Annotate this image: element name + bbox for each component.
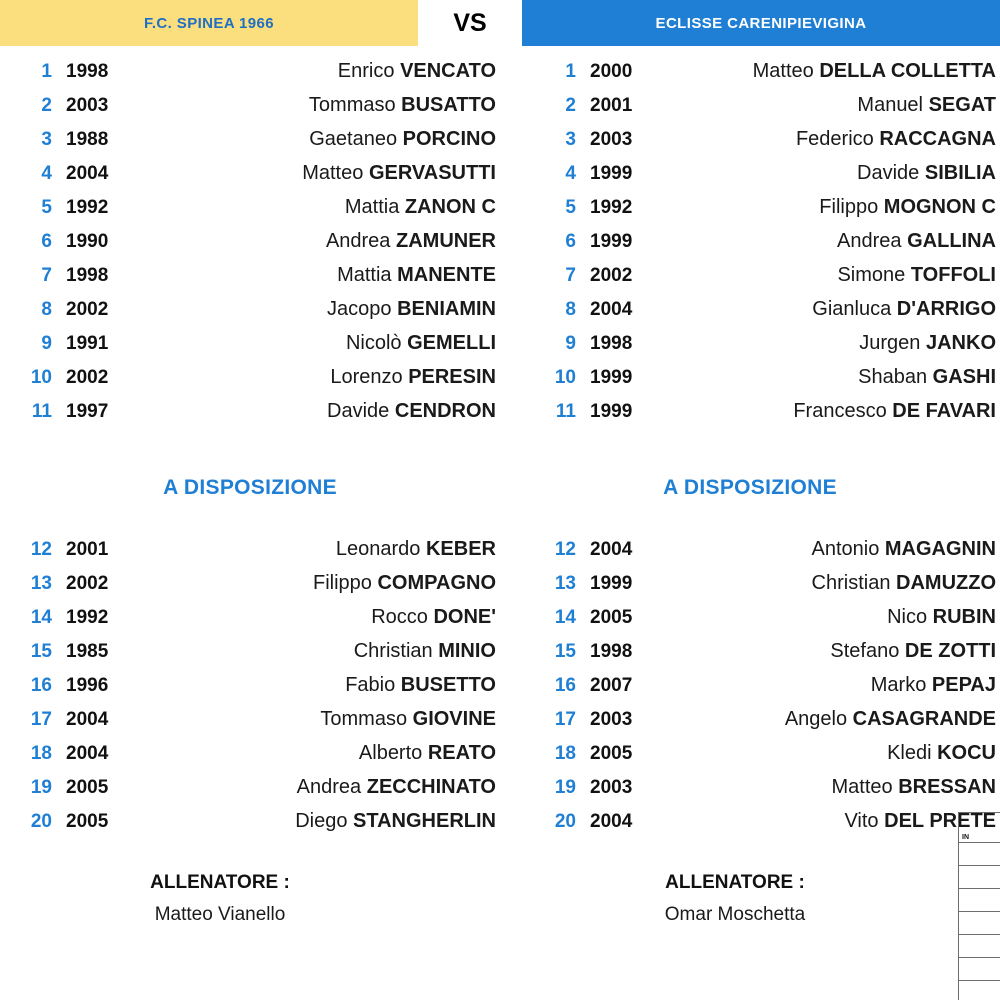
mini-table-row: [959, 981, 1000, 1000]
player-last-name: DE ZOTTI: [904, 640, 996, 662]
player-year: 2004: [590, 539, 633, 560]
player-year: 2002: [66, 573, 109, 594]
player-last-name: MINIO: [438, 640, 496, 662]
player-last-name: SIBILIA: [924, 162, 996, 184]
table-row: [0, 742, 500, 776]
player-last-name: COMPAGNO: [377, 572, 496, 594]
player-year: 1992: [66, 197, 109, 218]
player-last-name: RACCAGNA: [879, 128, 996, 150]
player-number: 8: [565, 299, 576, 320]
coach-label: ALLENATORE :: [665, 872, 805, 893]
player-first-name: Marko: [870, 674, 927, 696]
table-row: [500, 674, 1000, 708]
player-year: 1999: [590, 401, 633, 422]
player-first-name: Antonio: [811, 538, 880, 560]
player-name: [686, 742, 1000, 765]
player-last-name: TOFFOLI: [910, 264, 996, 286]
player-number: 15: [554, 641, 576, 662]
player-last-name: DELLA COLLETTA: [819, 60, 996, 82]
table-row: [0, 366, 500, 400]
player-number: 7: [41, 265, 52, 286]
away-coach-name: Omar Moschetta: [664, 904, 806, 925]
player-number: 13: [30, 573, 52, 594]
home-team-banner: [0, 0, 418, 46]
player-year: 2002: [66, 299, 109, 320]
player-last-name: STANGHERLIN: [353, 810, 496, 832]
player-last-name: KEBER: [425, 538, 496, 560]
player-name: [686, 128, 1000, 151]
table-row: [0, 60, 500, 94]
table-row: [0, 810, 500, 844]
player-name: [158, 94, 500, 117]
player-number: 7: [565, 265, 576, 286]
player-last-name: KOCU: [937, 742, 996, 764]
player-first-name: Jurgen: [859, 332, 921, 354]
player-number: 10: [554, 367, 576, 388]
player-first-name: Filippo: [313, 572, 372, 594]
player-name: [158, 606, 500, 629]
player-name: [686, 366, 1000, 389]
player-name: [686, 94, 1000, 117]
home-subs-list: [0, 538, 500, 844]
player-last-name: GALLINA: [907, 230, 996, 252]
table-row: [500, 810, 1000, 844]
player-last-name: GIOVINE: [412, 708, 496, 730]
player-name: [686, 640, 1000, 663]
player-number: 6: [565, 231, 576, 252]
player-first-name: Leonardo: [335, 538, 421, 560]
player-number: 10: [30, 367, 52, 388]
player-name: [158, 640, 500, 663]
table-row: [500, 94, 1000, 128]
player-number: 12: [554, 539, 576, 560]
player-year: 2001: [66, 539, 109, 560]
player-last-name: PERESIN: [408, 366, 496, 388]
player-name: [158, 572, 500, 595]
player-last-name: BUSETTO: [400, 674, 496, 696]
player-year: 2005: [66, 777, 109, 798]
player-number: 14: [554, 607, 576, 628]
player-year: 1988: [66, 129, 109, 150]
player-number: 20: [30, 811, 52, 832]
player-last-name: GERVASUTTI: [368, 162, 496, 184]
player-name: [158, 332, 500, 355]
player-year: 1990: [66, 231, 109, 252]
table-row: [500, 162, 1000, 196]
table-row: [0, 94, 500, 128]
player-name: [158, 128, 500, 151]
player-first-name: Mattia: [344, 196, 400, 218]
player-first-name: Federico: [795, 128, 874, 150]
player-name: [686, 196, 1000, 219]
player-first-name: Mattia: [337, 264, 392, 286]
player-year: 2004: [66, 709, 109, 730]
player-name: [686, 332, 1000, 355]
player-name: [686, 60, 1000, 83]
player-last-name: SEGAT: [928, 94, 996, 116]
player-name: [686, 162, 1000, 185]
player-year: 1999: [590, 163, 633, 184]
player-first-name: Angelo: [784, 708, 848, 730]
player-first-name: Simone: [837, 264, 906, 286]
player-last-name: RUBIN: [932, 606, 996, 628]
player-first-name: Lorenzo: [330, 366, 403, 388]
player-first-name: Gaetaneo: [309, 128, 398, 150]
home-subs-title: A DISPOSIZIONE: [163, 476, 337, 499]
player-year: 2003: [590, 709, 633, 730]
player-number: 4: [41, 163, 52, 184]
player-last-name: DONE': [433, 606, 496, 628]
mini-table-row: [959, 935, 1000, 958]
player-year: 2005: [66, 811, 109, 832]
table-row: [500, 708, 1000, 742]
table-row: [500, 572, 1000, 606]
player-name: [158, 230, 500, 253]
player-year: 1999: [590, 573, 633, 594]
player-year: 2004: [66, 163, 109, 184]
player-year: 1992: [66, 607, 109, 628]
home-column: [0, 60, 500, 926]
away-subs-list: [500, 538, 1000, 844]
player-last-name: PEPAJ: [931, 674, 996, 696]
table-row: [0, 572, 500, 606]
player-year: 1992: [590, 197, 633, 218]
vs-label: VS: [453, 8, 487, 37]
player-year: 1999: [590, 367, 633, 388]
player-number: 17: [30, 709, 52, 730]
player-last-name: BUSATTO: [401, 94, 496, 116]
table-row: [0, 674, 500, 708]
away-team-banner: [522, 0, 1000, 46]
player-number: 20: [554, 811, 576, 832]
player-name: [686, 264, 1000, 287]
player-name: [686, 776, 1000, 799]
player-last-name: GASHI: [932, 366, 996, 388]
player-first-name: Andrea: [837, 230, 902, 252]
table-row: [500, 128, 1000, 162]
home-coach-block: [0, 872, 500, 926]
away-team-name: ECLISSE CARENIPIEVIGINA: [655, 14, 867, 32]
home-starters-list: [0, 60, 500, 434]
player-number: 3: [41, 129, 52, 150]
player-year: 1985: [66, 641, 109, 662]
player-number: 18: [554, 743, 576, 764]
player-name: [158, 264, 500, 287]
table-row: [0, 230, 500, 264]
player-first-name: Davide: [327, 400, 390, 422]
player-first-name: Tommaso: [308, 94, 396, 116]
player-name: [158, 162, 500, 185]
player-first-name: Matteo: [831, 776, 893, 798]
player-last-name: ZAMUNER: [396, 230, 496, 252]
mini-table-in-label: IN: [962, 834, 969, 841]
player-year: 2003: [66, 95, 109, 116]
player-number: 4: [565, 163, 576, 184]
table-row: [500, 332, 1000, 366]
player-name: [686, 810, 1000, 833]
player-first-name: Manuel: [857, 94, 924, 116]
mini-table-row: [959, 912, 1000, 935]
player-number: 16: [554, 675, 576, 696]
player-year: 1998: [590, 641, 633, 662]
player-last-name: GEMELLI: [407, 332, 496, 354]
table-row: [0, 332, 500, 366]
player-first-name: Vito: [844, 810, 879, 832]
player-last-name: MOGNON C: [883, 196, 996, 218]
player-name: [158, 708, 500, 731]
player-year: 2005: [590, 743, 633, 764]
substitution-mini-table: [958, 812, 1000, 1000]
player-number: 1: [565, 61, 576, 82]
player-last-name: ZECCHINATO: [366, 776, 496, 798]
away-starters-list: [500, 60, 1000, 434]
player-first-name: Diego: [295, 810, 348, 832]
player-name: [158, 742, 500, 765]
player-last-name: BRESSAN: [898, 776, 996, 798]
player-year: 2004: [66, 743, 109, 764]
player-year: 2002: [590, 265, 633, 286]
player-last-name: MANENTE: [397, 264, 496, 286]
player-last-name: MAGAGNIN: [884, 538, 996, 560]
vs-separator: [418, 0, 522, 46]
player-name: [158, 776, 500, 799]
player-year: 1991: [66, 333, 109, 354]
player-number: 19: [554, 777, 576, 798]
player-first-name: Jacopo: [327, 298, 392, 320]
player-year: 1998: [66, 265, 109, 286]
player-first-name: Nicolò: [345, 332, 402, 354]
table-row: [500, 60, 1000, 94]
player-first-name: Enrico: [337, 60, 395, 82]
player-last-name: DE FAVARI: [892, 400, 996, 422]
player-year: 2004: [590, 299, 633, 320]
player-last-name: CASAGRANDE: [852, 708, 996, 730]
player-name: [686, 606, 1000, 629]
player-first-name: Nico: [887, 606, 928, 628]
player-number: 11: [555, 401, 576, 422]
table-row: [0, 606, 500, 640]
table-row: [0, 128, 500, 162]
player-number: 9: [565, 333, 576, 354]
player-name: [158, 810, 500, 833]
player-number: 1: [41, 61, 52, 82]
player-name: [158, 298, 500, 321]
table-row: [500, 640, 1000, 674]
away-subs-title: A DISPOSIZIONE: [663, 476, 837, 499]
player-name: [158, 400, 500, 423]
player-name: [158, 60, 500, 83]
player-year: 1996: [66, 675, 109, 696]
away-coach-block: [500, 872, 1000, 926]
player-number: 19: [30, 777, 52, 798]
player-year: 2005: [590, 607, 633, 628]
table-row: [500, 230, 1000, 264]
player-number: 13: [554, 573, 576, 594]
player-first-name: Shaban: [858, 366, 928, 388]
player-year: 2003: [590, 129, 633, 150]
player-year: 2002: [66, 367, 109, 388]
table-row: [0, 196, 500, 230]
player-name: [158, 196, 500, 219]
mini-table-row: [959, 889, 1000, 912]
away-column: [500, 60, 1000, 926]
player-first-name: Andrea: [325, 230, 391, 252]
player-number: 11: [31, 401, 52, 422]
home-team-name: F.C. SPINEA 1966: [143, 14, 275, 32]
player-first-name: Tommaso: [320, 708, 408, 730]
player-number: 9: [41, 333, 52, 354]
player-year: 2007: [590, 675, 633, 696]
player-number: 3: [565, 129, 576, 150]
player-first-name: Filippo: [819, 196, 879, 218]
table-row: [500, 298, 1000, 332]
player-name: [686, 674, 1000, 697]
player-last-name: VENCATO: [400, 60, 496, 82]
player-year: 1999: [590, 231, 633, 252]
table-row: [500, 776, 1000, 810]
player-number: 5: [565, 197, 576, 218]
header-band: [0, 0, 1000, 46]
player-name: [686, 708, 1000, 731]
player-last-name: CENDRON: [394, 400, 496, 422]
mini-table-row: [959, 958, 1000, 981]
table-row: [0, 640, 500, 674]
player-number: 8: [41, 299, 52, 320]
player-number: 6: [41, 231, 52, 252]
table-row: [500, 366, 1000, 400]
player-first-name: Matteo: [752, 60, 814, 82]
player-name: [158, 674, 500, 697]
home-coach-name: Matteo Vianello: [154, 904, 286, 925]
player-name: [686, 230, 1000, 253]
player-first-name: Davide: [857, 162, 920, 184]
player-number: 12: [30, 539, 52, 560]
player-last-name: BENIAMIN: [397, 298, 496, 320]
player-first-name: Christian: [353, 640, 433, 662]
player-last-name: PORCINO: [402, 128, 496, 150]
player-number: 18: [30, 743, 52, 764]
player-number: 2: [565, 95, 576, 116]
player-year: 2003: [590, 777, 633, 798]
table-row: [0, 298, 500, 332]
player-year: 1998: [590, 333, 633, 354]
player-name: [158, 538, 500, 561]
player-first-name: Christian: [811, 572, 891, 594]
player-first-name: Alberto: [358, 742, 423, 764]
player-last-name: REATO: [427, 742, 496, 764]
player-last-name: JANKO: [925, 332, 996, 354]
table-row: [500, 264, 1000, 298]
table-row: [500, 606, 1000, 640]
mini-table-row: [959, 843, 1000, 866]
player-year: 1998: [66, 61, 109, 82]
table-row: [0, 538, 500, 572]
player-number: 5: [41, 197, 52, 218]
player-year: 2001: [590, 95, 633, 116]
player-last-name: ZANON C: [404, 196, 496, 218]
table-row: [500, 538, 1000, 572]
player-first-name: Fabio: [345, 674, 396, 696]
player-number: 17: [554, 709, 576, 730]
player-number: 16: [30, 675, 52, 696]
player-year: 2000: [590, 61, 633, 82]
player-first-name: Matteo: [302, 162, 364, 184]
player-last-name: DEL PRETE: [884, 810, 996, 832]
player-first-name: Francesco: [793, 400, 887, 422]
table-row: [500, 196, 1000, 230]
table-row: [500, 742, 1000, 776]
player-last-name: DAMUZZO: [896, 572, 996, 594]
player-name: [686, 538, 1000, 561]
table-row: [0, 400, 500, 434]
player-name: [686, 572, 1000, 595]
player-first-name: Gianluca: [812, 298, 892, 320]
player-first-name: Kledi: [887, 742, 932, 764]
mini-table-row: [959, 866, 1000, 889]
player-first-name: Andrea: [296, 776, 362, 798]
player-year: 2004: [590, 811, 633, 832]
player-name: [686, 400, 1000, 423]
player-number: 2: [41, 95, 52, 116]
table-row: [0, 708, 500, 742]
player-last-name: D'ARRIGO: [896, 298, 996, 320]
player-number: 14: [30, 607, 52, 628]
player-number: 15: [30, 641, 52, 662]
mini-table-row: [959, 813, 1000, 843]
table-row: [0, 776, 500, 810]
player-name: [686, 298, 1000, 321]
coach-label: ALLENATORE :: [150, 872, 290, 893]
table-row: [0, 264, 500, 298]
table-row: [500, 400, 1000, 434]
player-year: 1997: [66, 401, 109, 422]
player-name: [158, 366, 500, 389]
table-row: [0, 162, 500, 196]
player-first-name: Rocco: [371, 606, 428, 628]
player-first-name: Stefano: [830, 640, 900, 662]
